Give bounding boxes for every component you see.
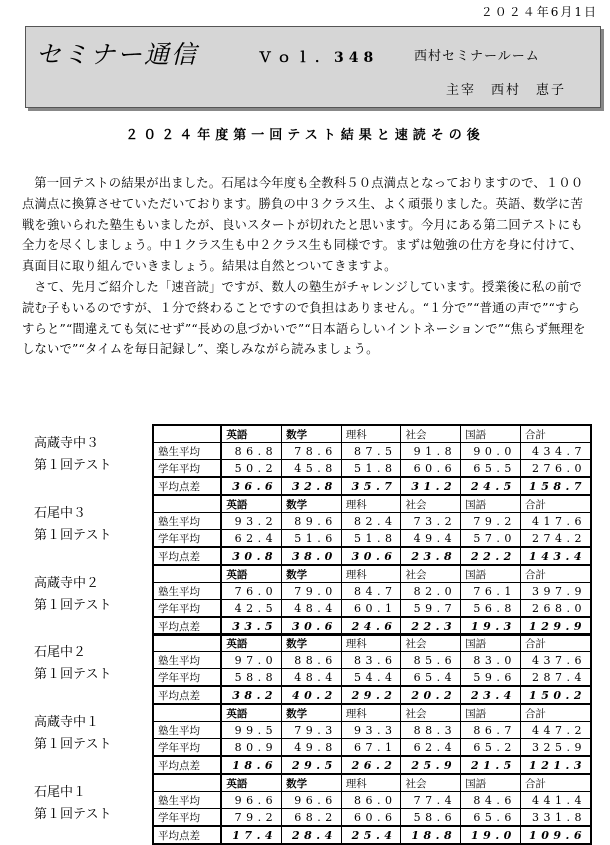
score-cell: 77.4 <box>401 792 461 809</box>
table-corner <box>153 425 221 443</box>
school-label <box>34 424 111 478</box>
table-corner <box>153 634 221 652</box>
score-cell: 60.6 <box>341 809 401 827</box>
table-row <box>153 739 591 757</box>
score-cell: 62.4 <box>221 530 281 548</box>
score-cell: 331.8 <box>520 809 591 827</box>
subject-header: 社会 <box>401 565 461 583</box>
score-cell: 99.5 <box>221 722 281 739</box>
score-cell: 287.4 <box>520 669 591 687</box>
article-body <box>22 173 590 360</box>
subject-header: 英語 <box>221 704 281 722</box>
subject-header: 英語 <box>221 565 281 583</box>
score-cell: 58.6 <box>401 809 461 827</box>
table-row <box>153 669 591 687</box>
score-cell: 274.2 <box>520 530 591 548</box>
table-row <box>153 547 591 565</box>
row-label: 塾生平均 <box>153 513 221 530</box>
score-cell: 32.8 <box>282 477 342 495</box>
subject-header: 英語 <box>221 495 281 513</box>
school-label <box>34 703 111 757</box>
score-cell: 87.5 <box>341 443 401 460</box>
score-cell: 84.6 <box>461 792 521 809</box>
table-row <box>153 443 591 460</box>
school-name: 高蔵寺中２ <box>34 576 100 591</box>
school-name: 石尾中３ <box>34 506 87 521</box>
subject-header: 英語 <box>221 425 281 443</box>
editor-name: 主宰 西村 恵子 <box>446 83 567 98</box>
score-cell: 24.6 <box>341 617 401 635</box>
row-label: 学年平均 <box>153 530 221 548</box>
score-cell: 447.2 <box>520 722 591 739</box>
test-name: 第１回テスト <box>34 667 112 682</box>
table-row <box>153 513 591 530</box>
test-name: 第１回テスト <box>34 598 112 613</box>
score-cell: 42.5 <box>221 600 281 618</box>
score-cell: 59.6 <box>461 669 521 687</box>
test-name: 第１回テスト <box>34 528 112 543</box>
score-cell: 51.6 <box>282 530 342 548</box>
score-table <box>152 494 592 566</box>
row-label: 平均点差 <box>153 547 221 565</box>
test-name: 第１回テスト <box>34 737 112 752</box>
score-cell: 268.0 <box>520 600 591 618</box>
score-cell: 48.4 <box>282 600 342 618</box>
score-cell: 158.7 <box>520 477 591 495</box>
score-cell: 33.5 <box>221 617 281 635</box>
score-cell: 23.4 <box>461 686 521 704</box>
score-cell: 109.6 <box>520 826 591 844</box>
score-cell: 23.8 <box>401 547 461 565</box>
row-label: 学年平均 <box>153 739 221 757</box>
subject-header: 国語 <box>461 495 521 513</box>
score-cell: 48.4 <box>282 669 342 687</box>
score-cell: 57.0 <box>461 530 521 548</box>
score-cell: 96.6 <box>221 792 281 809</box>
table-row <box>153 756 591 774</box>
table-header-row <box>153 425 591 443</box>
score-cell: 83.0 <box>461 652 521 669</box>
score-cell: 90.0 <box>461 443 521 460</box>
score-block <box>22 633 592 702</box>
score-block <box>22 424 592 493</box>
issue-date: ２０２４年6月1日 <box>480 5 598 19</box>
score-cell: 80.9 <box>221 739 281 757</box>
score-cell: 97.0 <box>221 652 281 669</box>
score-cell: 86.8 <box>221 443 281 460</box>
score-cell: 79.2 <box>221 809 281 827</box>
score-cell: 59.7 <box>401 600 461 618</box>
score-cell: 86.0 <box>341 792 401 809</box>
subject-header: 合計 <box>520 634 591 652</box>
table-row <box>153 792 591 809</box>
subject-header: 数学 <box>282 495 342 513</box>
score-cell: 30.6 <box>282 617 342 635</box>
table-corner <box>153 495 221 513</box>
score-block <box>22 773 592 842</box>
score-cell: 35.7 <box>341 477 401 495</box>
score-cell: 417.6 <box>520 513 591 530</box>
score-cell: 60.1 <box>341 600 401 618</box>
score-cell: 49.4 <box>401 530 461 548</box>
score-cell: 29.5 <box>282 756 342 774</box>
score-cell: 76.0 <box>221 583 281 600</box>
score-cell: 30.8 <box>221 547 281 565</box>
school-label <box>34 773 111 827</box>
score-cell: 26.2 <box>341 756 401 774</box>
table-row <box>153 583 591 600</box>
score-cell: 60.6 <box>401 460 461 478</box>
table-row <box>153 460 591 478</box>
score-cell: 25.4 <box>341 826 401 844</box>
score-table <box>152 703 592 775</box>
subject-header: 合計 <box>520 774 591 792</box>
subject-header: 数学 <box>282 565 342 583</box>
score-cell: 82.4 <box>341 513 401 530</box>
newsletter-header <box>25 26 601 108</box>
score-cell: 25.9 <box>401 756 461 774</box>
subject-header: 理科 <box>341 774 401 792</box>
volume-number: Ｖｏｌ．348 <box>258 50 379 66</box>
table-header-row <box>153 565 591 583</box>
score-cell: 76.1 <box>461 583 521 600</box>
score-cell: 22.3 <box>401 617 461 635</box>
score-cell: 36.6 <box>221 477 281 495</box>
score-cell: 19.3 <box>461 617 521 635</box>
score-cell: 21.5 <box>461 756 521 774</box>
score-cell: 65.4 <box>401 669 461 687</box>
subject-header: 理科 <box>341 565 401 583</box>
score-cell: 18.8 <box>401 826 461 844</box>
article-title: ２０２４年度第一回テスト結果と速読その後 <box>125 128 485 143</box>
score-cell: 51.8 <box>341 530 401 548</box>
row-label: 学年平均 <box>153 809 221 827</box>
row-label: 学年平均 <box>153 669 221 687</box>
score-cell: 45.8 <box>282 460 342 478</box>
score-cell: 38.0 <box>282 547 342 565</box>
subject-header: 国語 <box>461 704 521 722</box>
score-cell: 62.4 <box>401 739 461 757</box>
table-header-row <box>153 774 591 792</box>
score-cell: 93.2 <box>221 513 281 530</box>
row-label: 平均点差 <box>153 617 221 635</box>
score-cell: 88.3 <box>401 722 461 739</box>
organization-name: 西村セミナールーム <box>414 49 540 64</box>
subject-header: 合計 <box>520 565 591 583</box>
score-cell: 79.0 <box>282 583 342 600</box>
table-row <box>153 809 591 827</box>
score-cell: 91.8 <box>401 443 461 460</box>
table-row <box>153 530 591 548</box>
subject-header: 社会 <box>401 634 461 652</box>
table-corner <box>153 565 221 583</box>
subject-header: 社会 <box>401 425 461 443</box>
score-cell: 49.8 <box>282 739 342 757</box>
score-cell: 20.2 <box>401 686 461 704</box>
table-row <box>153 722 591 739</box>
row-label: 学年平均 <box>153 460 221 478</box>
table-corner <box>153 774 221 792</box>
score-cell: 276.0 <box>520 460 591 478</box>
subject-header: 国語 <box>461 634 521 652</box>
score-cell: 18.6 <box>221 756 281 774</box>
score-cell: 65.2 <box>461 739 521 757</box>
score-cell: 86.7 <box>461 722 521 739</box>
score-table <box>152 424 592 496</box>
subject-header: 数学 <box>282 425 342 443</box>
test-name: 第１回テスト <box>34 807 112 822</box>
row-label: 平均点差 <box>153 477 221 495</box>
score-cell: 82.0 <box>401 583 461 600</box>
subject-header: 国語 <box>461 425 521 443</box>
score-cell: 19.0 <box>461 826 521 844</box>
test-name: 第１回テスト <box>34 458 112 473</box>
score-block <box>22 564 592 633</box>
score-cell: 50.2 <box>221 460 281 478</box>
subject-header: 国語 <box>461 774 521 792</box>
row-label: 塾生平均 <box>153 722 221 739</box>
subject-header: 数学 <box>282 774 342 792</box>
score-block <box>22 703 592 772</box>
table-row <box>153 826 591 844</box>
score-cell: 88.6 <box>282 652 342 669</box>
score-cell: 96.6 <box>282 792 342 809</box>
score-cell: 78.6 <box>282 443 342 460</box>
subject-header: 理科 <box>341 425 401 443</box>
school-label <box>34 564 111 618</box>
score-cell: 58.8 <box>221 669 281 687</box>
table-header-row <box>153 634 591 652</box>
school-name: 石尾中２ <box>34 645 87 660</box>
table-row <box>153 477 591 495</box>
school-name: 石尾中１ <box>34 785 87 800</box>
table-row <box>153 600 591 618</box>
table-row <box>153 686 591 704</box>
score-block <box>22 494 592 563</box>
subject-header: 理科 <box>341 495 401 513</box>
score-cell: 143.4 <box>520 547 591 565</box>
school-name: 高蔵寺中３ <box>34 436 100 451</box>
score-cell: 73.2 <box>401 513 461 530</box>
row-label: 平均点差 <box>153 686 221 704</box>
score-cell: 22.2 <box>461 547 521 565</box>
school-label <box>34 494 111 548</box>
subject-header: 合計 <box>520 495 591 513</box>
subject-header: 数学 <box>282 634 342 652</box>
score-cell: 79.3 <box>282 722 342 739</box>
score-cell: 65.6 <box>461 809 521 827</box>
table-header-row <box>153 704 591 722</box>
score-table <box>152 564 592 636</box>
score-cell: 79.2 <box>461 513 521 530</box>
row-label: 平均点差 <box>153 826 221 844</box>
score-cell: 129.9 <box>520 617 591 635</box>
score-cell: 38.2 <box>221 686 281 704</box>
table-header-row <box>153 495 591 513</box>
score-cell: 437.6 <box>520 652 591 669</box>
subject-header: 理科 <box>341 634 401 652</box>
row-label: 塾生平均 <box>153 792 221 809</box>
score-cell: 85.6 <box>401 652 461 669</box>
subject-header: 社会 <box>401 704 461 722</box>
score-cell: 28.4 <box>282 826 342 844</box>
table-row <box>153 652 591 669</box>
score-cell: 51.8 <box>341 460 401 478</box>
school-label <box>34 633 111 687</box>
score-cell: 31.2 <box>401 477 461 495</box>
subject-header: 合計 <box>520 425 591 443</box>
subject-header: 合計 <box>520 704 591 722</box>
subject-header: 理科 <box>341 704 401 722</box>
score-cell: 434.7 <box>520 443 591 460</box>
paragraph: 第一回テストの結果が出ました。石尾は今年度も全教科５０点満点となっておりますので、１００点満点に換算させていただいております。勝負の中３クラス生、よく頑張りました。英語、数学に苦戦を強いられた塾生もいましたが、良いスタートが切れたと思います。今月にある第二回テストにも全力を尽くしましょう。中１クラス生も中２クラス生も同様です。まずは勉強の仕方を身に付けて、真面目に取り組んでいきましょう。結果は自然とついてきますよ。 <box>22 176 584 274</box>
subject-header: 国語 <box>461 565 521 583</box>
score-cell: 68.2 <box>282 809 342 827</box>
row-label: 平均点差 <box>153 756 221 774</box>
score-cell: 17.4 <box>221 826 281 844</box>
score-cell: 40.2 <box>282 686 342 704</box>
score-cell: 325.9 <box>520 739 591 757</box>
row-label: 塾生平均 <box>153 583 221 600</box>
score-cell: 397.9 <box>520 583 591 600</box>
row-label: 塾生平均 <box>153 443 221 460</box>
score-cell: 56.8 <box>461 600 521 618</box>
score-cell: 29.2 <box>341 686 401 704</box>
subject-header: 社会 <box>401 774 461 792</box>
score-cell: 67.1 <box>341 739 401 757</box>
score-cell: 30.6 <box>341 547 401 565</box>
score-cell: 93.3 <box>341 722 401 739</box>
score-cell: 24.5 <box>461 477 521 495</box>
score-table <box>152 633 592 705</box>
newsletter-title: セミナー通信 <box>36 40 199 69</box>
score-table <box>152 773 592 845</box>
score-cell: 84.7 <box>341 583 401 600</box>
score-cell: 89.6 <box>282 513 342 530</box>
subject-header: 数学 <box>282 704 342 722</box>
subject-header: 社会 <box>401 495 461 513</box>
table-corner <box>153 704 221 722</box>
row-label: 学年平均 <box>153 600 221 618</box>
paragraph: さて、先月ご紹介した「速音読」ですが、数人の塾生がチャレンジしています。授業後に私の前で読む子もいるのですが、１分で終わることですので負担はありません。“１分で”“普通の声で”“すらすらと”“間違えても気にせず”“長めの息づかいで”“日本語らしいイントネーションで”“焦らず無理をしないで”“タイムを毎日記録し”、楽しみながら読みましょう。 <box>22 279 586 357</box>
score-cell: 150.2 <box>520 686 591 704</box>
score-cell: 65.5 <box>461 460 521 478</box>
subject-header: 英語 <box>221 774 281 792</box>
score-cell: 441.4 <box>520 792 591 809</box>
subject-header: 英語 <box>221 634 281 652</box>
row-label: 塾生平均 <box>153 652 221 669</box>
school-name: 高蔵寺中１ <box>34 715 100 730</box>
score-cell: 54.4 <box>341 669 401 687</box>
score-cell: 121.3 <box>520 756 591 774</box>
score-cell: 83.6 <box>341 652 401 669</box>
